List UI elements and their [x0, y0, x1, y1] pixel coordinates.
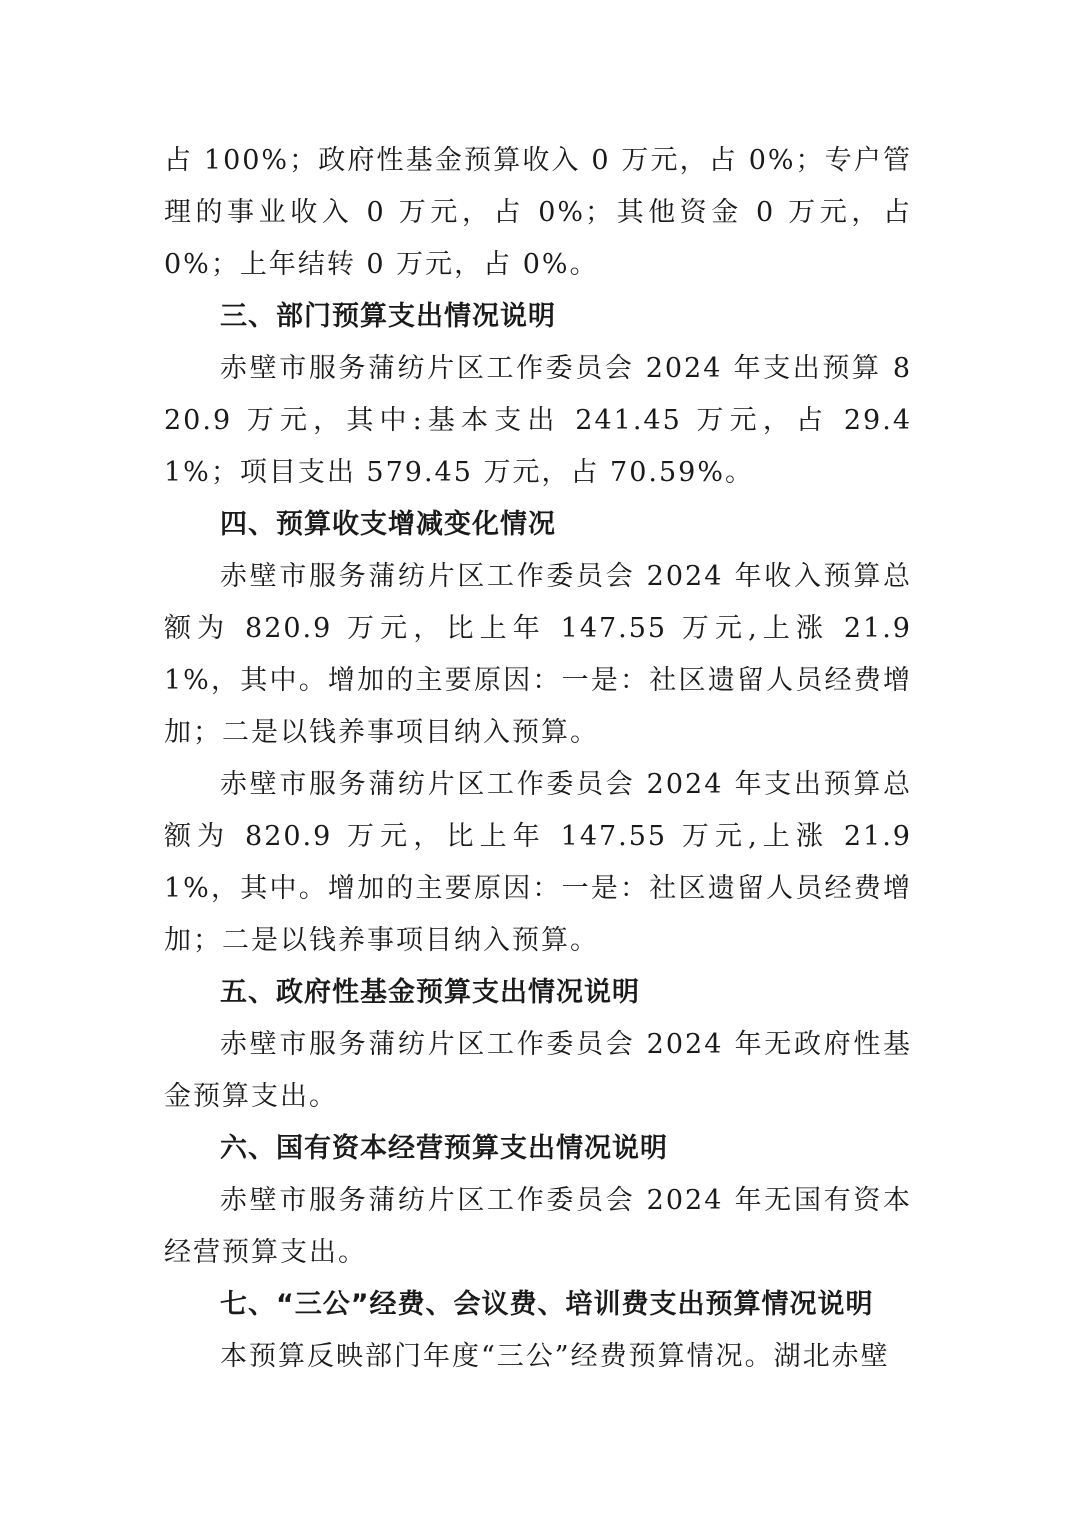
- heading-section-3-expenditure: 三、部门预算支出情况说明: [220, 301, 556, 332]
- paragraph-income-change: 赤壁市服务蒲纺片区工作委员会 2024 年收入预算总额为 820.9 万元，比上年 147.55 万元,上涨 21.91%，其中。增加的主要原因：一是：社区遗留人员经费增加；二是以钱养事项目纳入预算。: [164, 561, 912, 748]
- paragraph-three-public-budget: 本预算反映部门年度“三公”经费预算情况。湖北赤壁: [220, 1341, 890, 1372]
- document-body: [164, 135, 912, 1383]
- paragraph-expenditure-budget: 赤壁市服务蒲纺片区工作委员会 2024 年支出预算 820.9 万元，其中:基本支出 241.45 万元，占 29.41%；项目支出 579.45 万元，占 70.59%。: [164, 353, 912, 488]
- heading-section-4-changes: 四、预算收支增减变化情况: [220, 509, 556, 540]
- paragraph-income-share-continued: 占 100%；政府性基金预算收入 0 万元，占 0%；专户管理的事业收入 0 万元，占 0%；其他资金 0 万元，占 0%；上年结转 0 万元，占 0%。: [164, 145, 912, 280]
- paragraph-government-fund: 赤壁市服务蒲纺片区工作委员会 2024 年无政府性基金预算支出。: [164, 1029, 912, 1112]
- heading-section-7-three-public: 七、“三公”经费、会议费、培训费支出预算情况说明: [220, 1289, 874, 1320]
- paragraph-state-capital: 赤壁市服务蒲纺片区工作委员会 2024 年无国有资本经营预算支出。: [164, 1185, 912, 1268]
- paragraph-expenditure-change: 赤壁市服务蒲纺片区工作委员会 2024 年支出预算总额为 820.9 万元，比上年 147.55 万元,上涨 21.91%，其中。增加的主要原因：一是：社区遗留人员经费增加；二是以钱养事项目纳入预算。: [164, 769, 912, 956]
- heading-section-5-government-fund: 五、政府性基金预算支出情况说明: [220, 977, 640, 1008]
- heading-section-6-state-capital: 六、国有资本经营预算支出情况说明: [220, 1133, 668, 1164]
